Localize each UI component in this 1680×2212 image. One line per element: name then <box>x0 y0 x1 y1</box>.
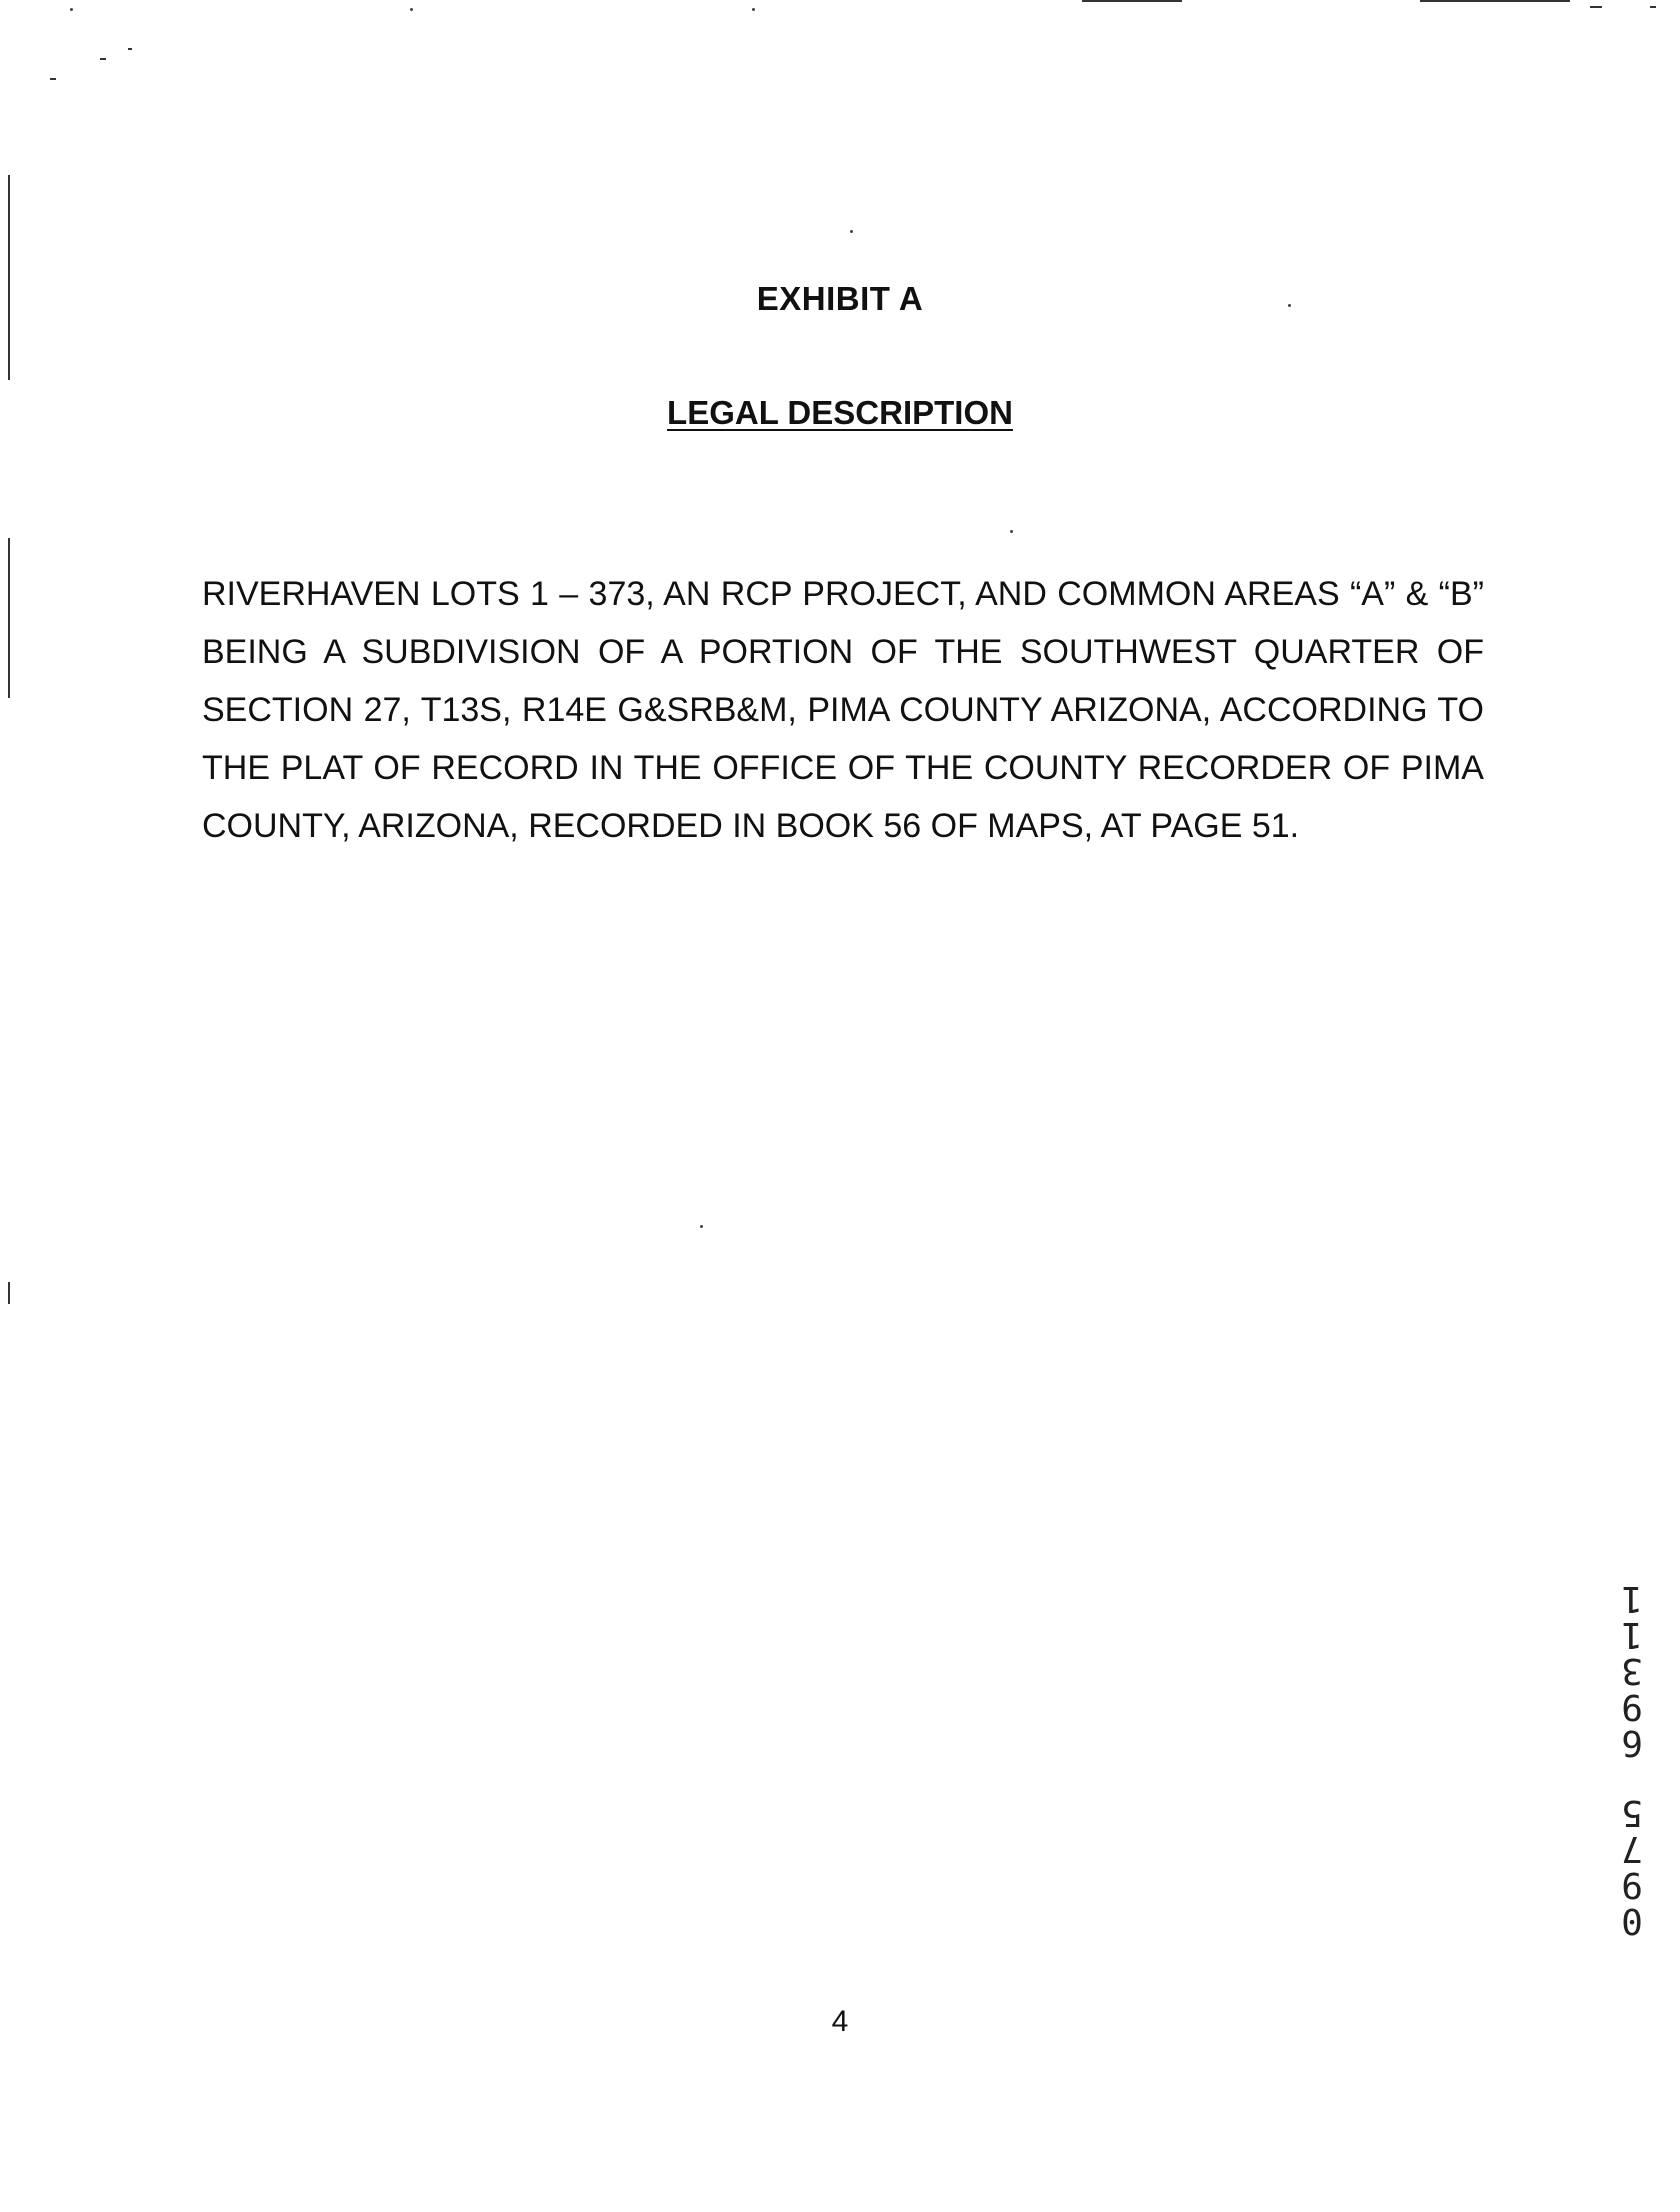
stamp-gap <box>1612 1760 1652 1794</box>
stamp-digit: 9 <box>1621 1864 1643 1905</box>
paragraph-line: THE PLAT OF RECORD IN THE OFFICE OF THE COUNTY RECORDER OF PIMA <box>202 749 1484 787</box>
stamp-digit: 6 <box>1621 1722 1643 1763</box>
stamp-digit: 3 <box>1621 1650 1643 1691</box>
stamp-digit: 0 <box>1621 1900 1643 1941</box>
paragraph-line: SECTION 27, T13S, R14E G&SRB&M, PIMA COUNTY ARIZONA, ACCORDING TO <box>202 691 1484 729</box>
scan-speck <box>752 8 755 11</box>
scan-artifact-mark <box>100 58 106 60</box>
scan-artifact-margin-line <box>8 538 10 698</box>
scan-artifact-line <box>1082 0 1182 2</box>
scan-speck <box>850 230 853 233</box>
scan-artifact-margin-line <box>8 175 10 380</box>
exhibit-title: EXHIBIT A <box>756 280 924 317</box>
scan-artifact-line <box>1590 6 1602 8</box>
scan-speck <box>1010 530 1013 533</box>
scan-speck <box>410 8 413 11</box>
scan-artifact-mark <box>128 48 132 50</box>
stamp-digit: 5 <box>1621 1792 1643 1833</box>
scan-artifact-margin-line <box>8 1282 10 1304</box>
page-number: 4 <box>831 2005 849 2038</box>
scan-speck <box>700 1225 703 1228</box>
scan-artifact-line <box>1420 0 1570 2</box>
paragraph-line: COUNTY, ARIZONA, RECORDED IN BOOK 56 OF MAPS, AT PAGE 51. <box>202 807 1300 845</box>
stamp-digit: 9 <box>1621 1686 1643 1727</box>
legal-description-paragraph <box>202 565 1484 855</box>
stamp-digit: 7 <box>1621 1828 1643 1869</box>
paragraph-line: RIVERHAVEN LOTS 1 – 373, AN RCP PROJECT, AND COMMON AREAS “A” & “B” <box>202 575 1484 613</box>
stamp-digit: 1 <box>1621 1578 1643 1619</box>
paragraph-line: BEING A SUBDIVISION OF A PORTION OF THE SOUTHWEST QUARTER OF <box>202 633 1484 671</box>
scan-speck <box>70 8 73 11</box>
scan-artifact-mark <box>50 78 56 80</box>
scan-artifact-line <box>1650 6 1656 8</box>
recording-stamp <box>1612 1578 1652 1941</box>
stamp-digit: 1 <box>1621 1614 1643 1655</box>
section-heading: LEGAL DESCRIPTION <box>667 394 1013 431</box>
